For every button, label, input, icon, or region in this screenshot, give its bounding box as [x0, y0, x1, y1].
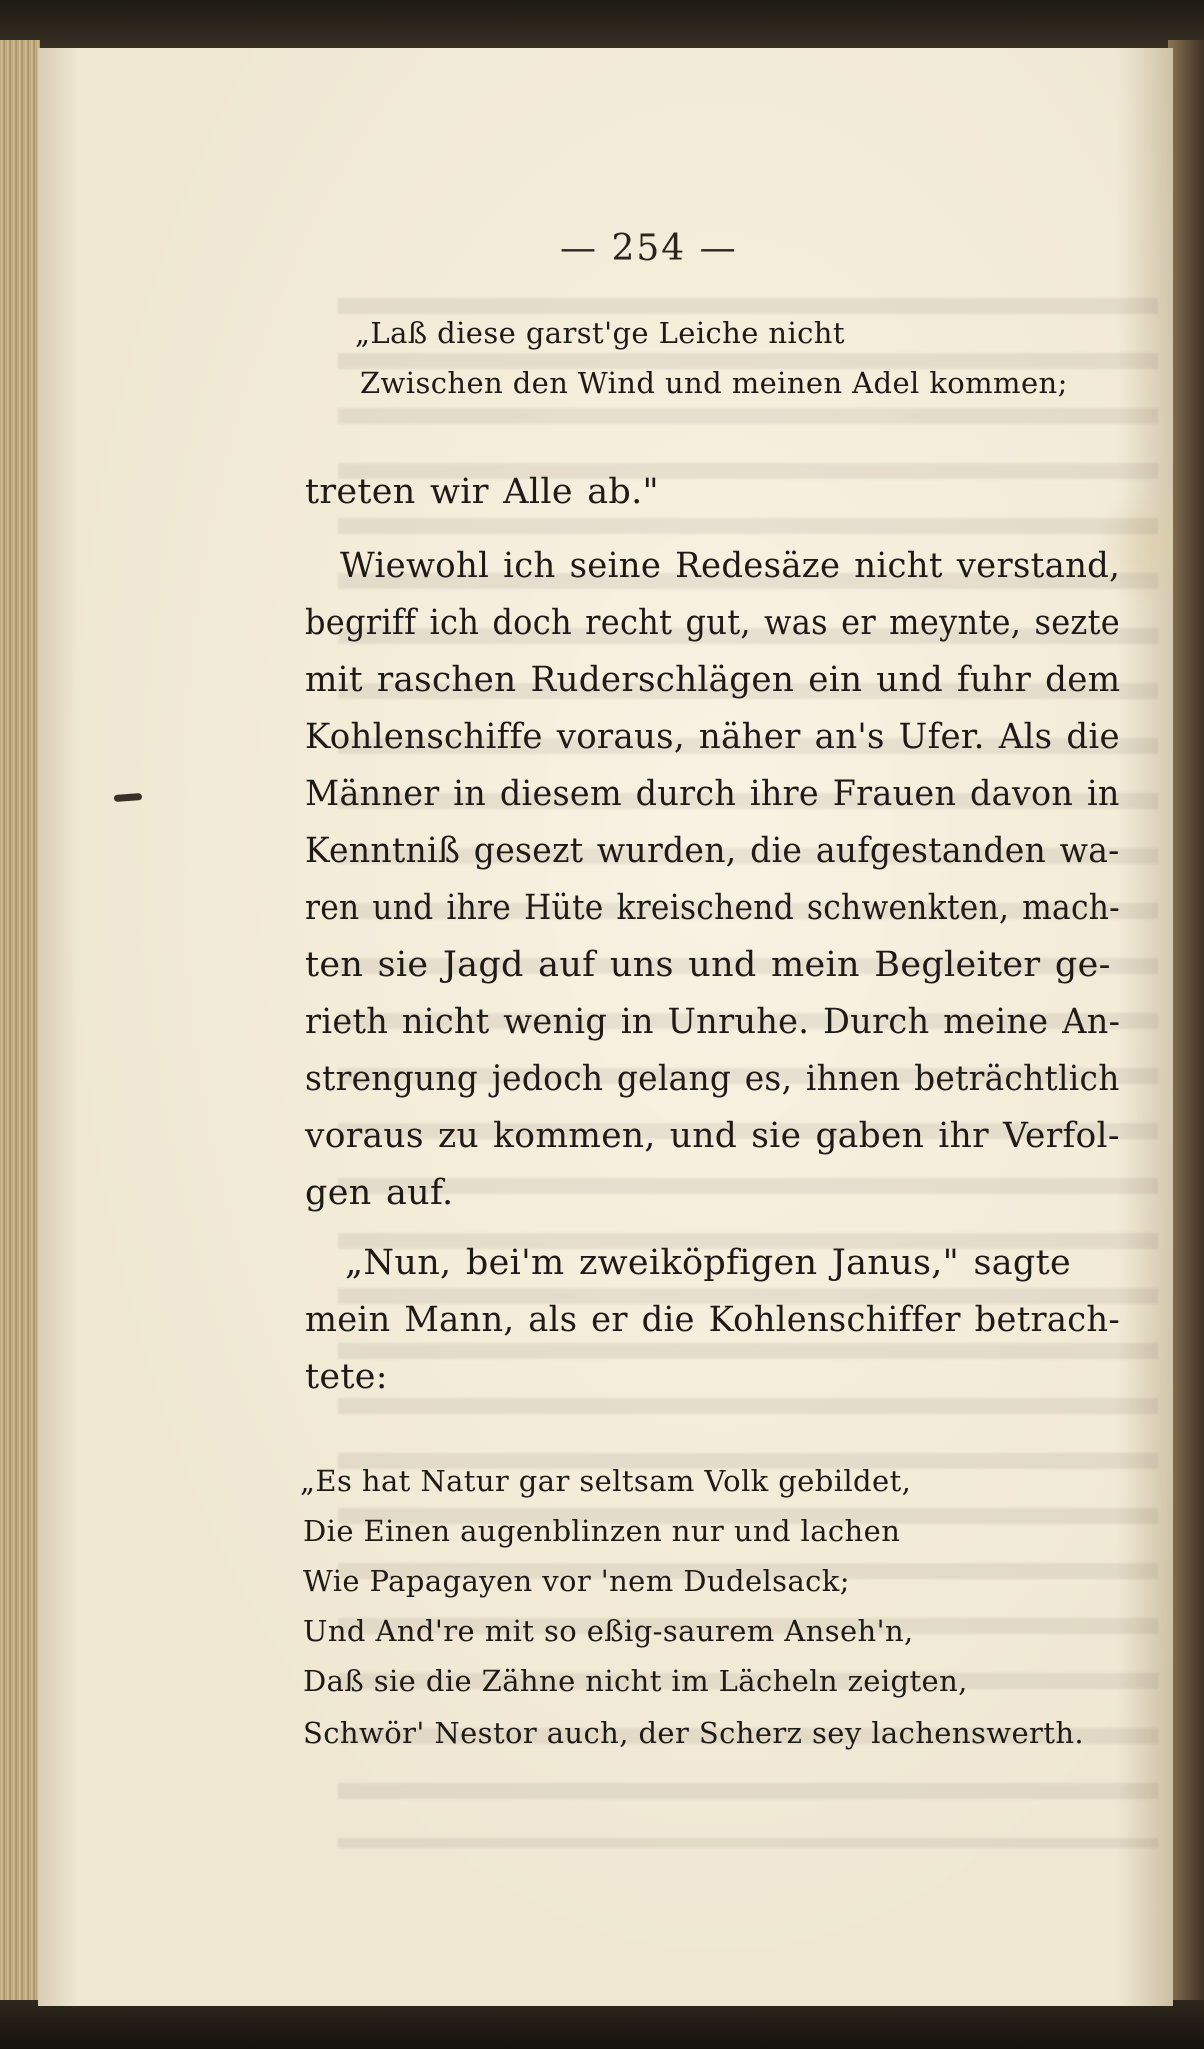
text-line: gen auf. [305, 1173, 454, 1213]
verse-line: Daß sie die Zähne nicht im Lächeln zeigten, [303, 1664, 968, 1698]
ink-smudge [114, 793, 142, 802]
verse-line: Schwör' Nestor auch, der Scherz sey lachenswerth. [303, 1716, 1085, 1750]
text-line: treten wir Alle ab." [305, 472, 659, 512]
verse-line: „Laß diese garst'ge Leiche nicht [355, 316, 845, 350]
text-line: Wiewohl ich seine Redesäze nicht verstand, [340, 546, 1121, 586]
text-line: begriff ich doch recht gut, was er meynte, sezte [305, 603, 1121, 643]
verse-line: Zwischen den Wind und meinen Adel kommen; [360, 366, 1068, 400]
text-line: Männer in diesem durch ihre Frauen davon in [305, 774, 1120, 814]
verse-line: Und And're mit so eßig-saurem Anseh'n, [303, 1614, 914, 1648]
book-fore-edge [0, 40, 40, 2020]
verse-line: Wie Papagayen vor 'nem Dudelsack; [303, 1564, 850, 1598]
text-line: Kenntniß gesezt wurden, die aufgestanden wa- [305, 831, 1120, 871]
text-line: mein Mann, als er die Kohlenschiffer betrach- [305, 1300, 1121, 1340]
text-line: Kohlenschiffe voraus, näher an's Ufer. Als die [305, 717, 1120, 757]
text-line: strengung jedoch gelang es, ihnen beträchtlich [305, 1059, 1120, 1099]
text-line: tete: [305, 1357, 388, 1397]
book-bottom-edge [0, 2000, 1204, 2049]
text-line: voraus zu kommen, und sie gaben ihr Verfol- [305, 1116, 1120, 1156]
text-line: mit raschen Ruderschlägen ein und fuhr dem [305, 660, 1121, 700]
verse-line: „Es hat Natur gar seltsam Volk gebildet, [300, 1464, 912, 1498]
text-line: ten sie Jagd auf uns und mein Begleiter ge- [305, 945, 1111, 985]
text-line: ren und ihre Hüte kreischend schwenkten, mach- [305, 888, 1121, 928]
text-line: „Nun, bei'm zweiköpfigen Janus," sagte [345, 1243, 1071, 1283]
book-top-edge [0, 0, 1204, 52]
verse-line: Die Einen augenblinzen nur und lachen [303, 1514, 901, 1548]
text-line: rieth nicht wenig in Unruhe. Durch meine An- [305, 1002, 1121, 1042]
page-number: — 254 — [560, 228, 738, 269]
book-gutter [1168, 40, 1204, 2030]
